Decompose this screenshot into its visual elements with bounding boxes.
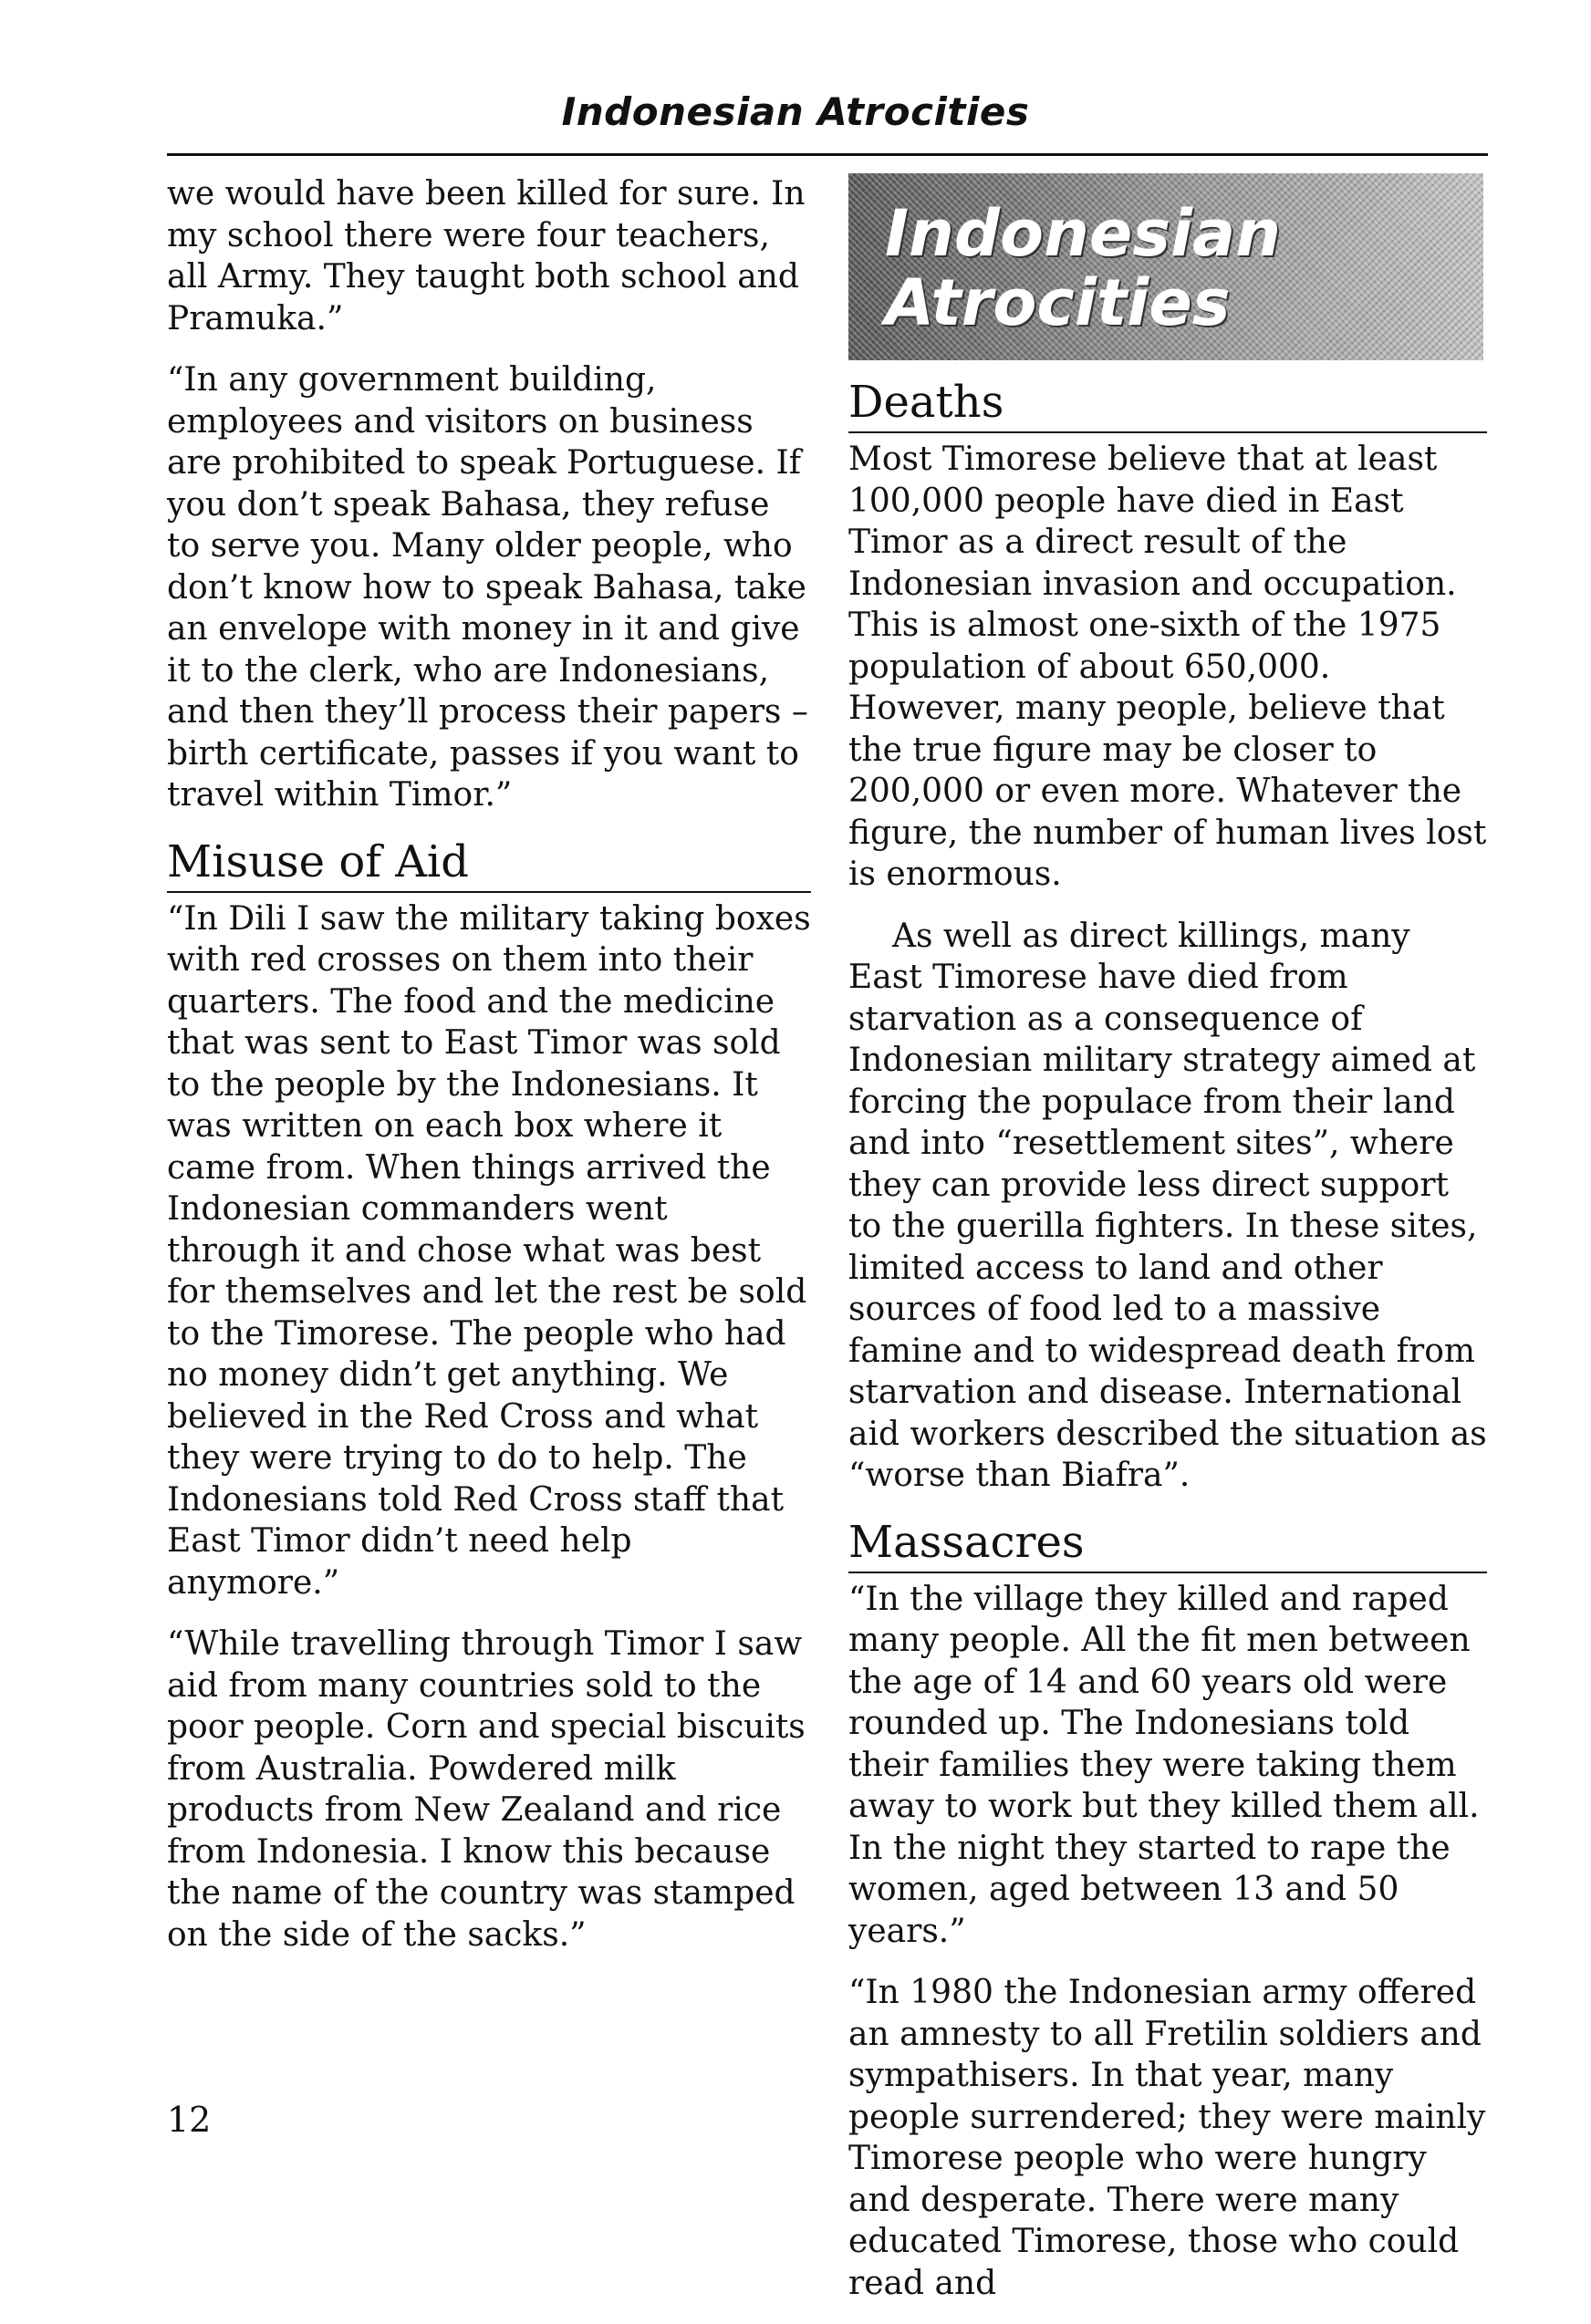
header-rule (167, 153, 1488, 156)
paragraph: we would have been killed for sure. In my school there were four teachers, all Army. They taught both school and Pramuka.” (167, 175, 806, 337)
paragraph: “In the village they killed and raped many people. All the fit men between the age of 14 and 60 years old were rounded up. The Indonesians told their families they were taking them away to work but they killed them all. In the night they started to rape the women, aged between 13 and 50 years.” (848, 1580, 1480, 1950)
paragraph: “In Dili I saw the military taking boxes with red crosses on them into their quarters. The food and the medicine that was sent to East Timor was sold to the people by the Indonesians. It was written on each box where it came from. When things arrived the Indonesian commanders went through it and chose what was best for themselves and let the rest be sold to the Timorese. The people who had no money didn’t get anything. We believed in the Red Cross and what they were trying to do to help. The Indonesians told Red Cross staff that East Timor didn’t need help anymore.” (167, 899, 811, 1602)
title-banner (848, 173, 1483, 360)
paragraph: As well as direct killings, many East Timorese have died from starvation as a consequence of Indonesian military strategy aimed at forcing the populace from their land and into “resettlement sites”, where they can provide less direct support to the guerilla fighters. In these sites, limited access to land and other sources of food led to a massive famine and to widespread death from starvation and disease. International aid workers described the situation as “worse than Biafra”. (848, 917, 1487, 1494)
paragraph: Most Timorese believe that at least 100,000 people have died in East Timor as a direct result of the Indonesian invasion and occupation. This is almost one-sixth of the 1975 population of about 650,000. However, many people, believe that the true figure may be closer to 200,000 or even more. Whatever the figure, the number of human lives lost is enormous. (848, 441, 1487, 893)
paragraph: “In 1980 the Indonesian army offered an amnesty to all Fretilin soldiers and sympathisers. In that year, many people surrendered; they were mainly Timorese people who were hungry and desperate. There were many educated Timorese, those who could read and (848, 1974, 1486, 2302)
right-column (848, 173, 1487, 2324)
section-heading-deaths: Deaths (848, 377, 1487, 433)
banner-title-line-1: Indonesian (885, 196, 1282, 271)
running-header-title: Indonesian Atrocities (561, 89, 1030, 134)
left-column (167, 173, 811, 1976)
section-heading-misuse-of-aid: Misuse of Aid (167, 836, 811, 893)
banner-title-line-2: Atrocities (885, 265, 1231, 340)
section-heading-massacres: Massacres (848, 1517, 1487, 1573)
page-number: 12 (167, 2100, 212, 2140)
paragraph: “While travelling through Timor I saw aid from many countries sold to the poor people. Corn and special biscuits from Australia. Powdered milk products from New Zealand and rice from Indonesia. I know this because the name of the country was stamped on the side of the sacks.” (167, 1625, 806, 1954)
banner-title (885, 196, 1282, 340)
paragraph: “In any government building, employees and visitors on business are prohibited to speak Portuguese. If you don’t speak Bahasa, they refuse to serve you. Many older people, who don’t know how to speak Bahasa, take an envelope with money in it and give it to the clerk, who are Indonesians, and then they’ll process their papers – birth certificate, passes if you want to travel within Timor.” (167, 361, 808, 814)
